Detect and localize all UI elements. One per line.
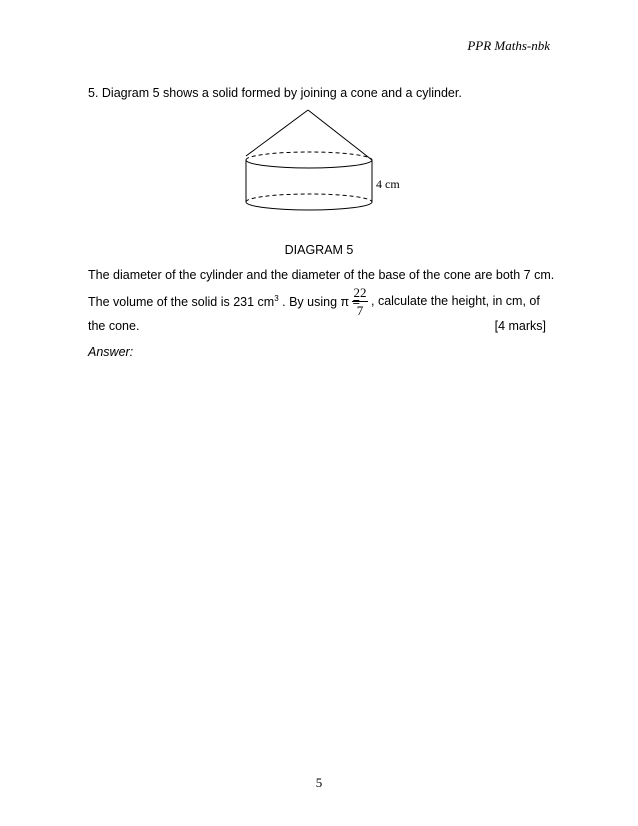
bottom-ellipse-front	[246, 202, 372, 210]
question-line-3: the cone.	[88, 319, 140, 333]
page-number: 5	[315, 775, 323, 790]
bottom-ellipse-back	[246, 194, 372, 202]
question-line-2-end: , calculate the height, in cm, of	[371, 294, 540, 308]
question-line-1: The diameter of the cylinder and the diameter of the base of the cone are both 7 cm.	[88, 268, 555, 282]
cone-left-edge	[246, 110, 308, 156]
diagram-caption: DIAGRAM 5	[284, 243, 354, 257]
fraction-bar	[352, 301, 368, 302]
cone-cylinder-diagram	[236, 104, 416, 224]
pi-text: . By using π =	[278, 295, 360, 310]
question-intro: 5. Diagram 5 shows a solid formed by joining a cone and a cylinder.	[88, 86, 462, 100]
volume-text: The volume of the solid is 231 cm	[88, 295, 275, 310]
fraction-numerator: 22	[353, 285, 367, 300]
pi-fraction	[352, 285, 368, 318]
question-line-2	[88, 294, 360, 309]
marks-label: [4 marks]	[494, 319, 546, 333]
page-header: PPR Maths-nbk	[467, 38, 550, 53]
height-label: 4 cm	[376, 177, 400, 191]
cube-superscript: 3	[274, 294, 279, 303]
top-ellipse-front	[246, 160, 372, 168]
fraction-denominator: 7	[356, 303, 364, 318]
top-ellipse-back	[246, 152, 372, 160]
answer-label: Answer:	[88, 345, 134, 359]
